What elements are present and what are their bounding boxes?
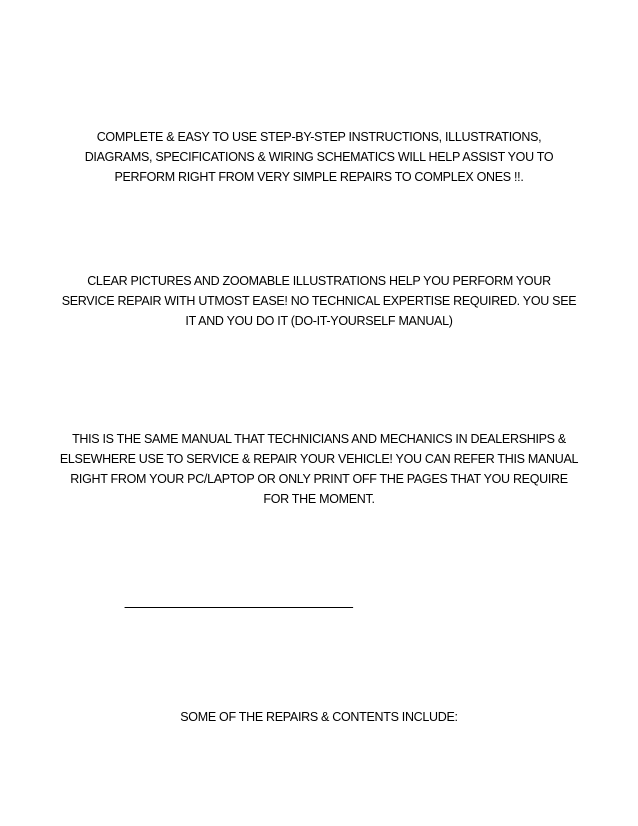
illustrations-paragraph: CLEAR PICTURES AND ZOOMABLE ILLUSTRATIONS HELP YOU PERFORM YOUR SERVICE REPAIR WITH UTMOST EASE! NO TECHNICAL EXPERTISE REQUIRED. YOU SEE IT AND YOU DO IT (DO-IT-YOURSELF MANUAL): [61, 274, 577, 328]
manual-description-paragraph: THIS IS THE SAME MANUAL THAT TECHNICIANS AND MECHANICS IN DEALERSHIPS & ELSEWHERE USE TO SERVICE & REPAIR YOUR VEHICLE! YOU CAN REFER THIS MANUAL RIGHT FROM YOUR PC/LAPTOP OR ONLY PRINT OFF THE PAGES THAT YOU REQUIRE FOR THE MOMENT.: [59, 432, 579, 506]
intro-paragraph: COMPLETE & EASY TO USE STEP-BY-STEP INSTRUCTIONS, ILLUSTRATIONS, DIAGRAMS, SPECIFICATIONS & WIRING SCHEMATICS WILL HELP ASSIST YOU TO PERFORM RIGHT FROM VERY SIMPLE REPAIRS TO COMPLEX ONES !!.: [84, 130, 554, 184]
contents-heading: SOME OF THE REPAIRS & CONTENTS INCLUDE:: [180, 710, 458, 724]
dashed-separator: -----------------------------------------------------------------------------------------: [124, 600, 353, 614]
